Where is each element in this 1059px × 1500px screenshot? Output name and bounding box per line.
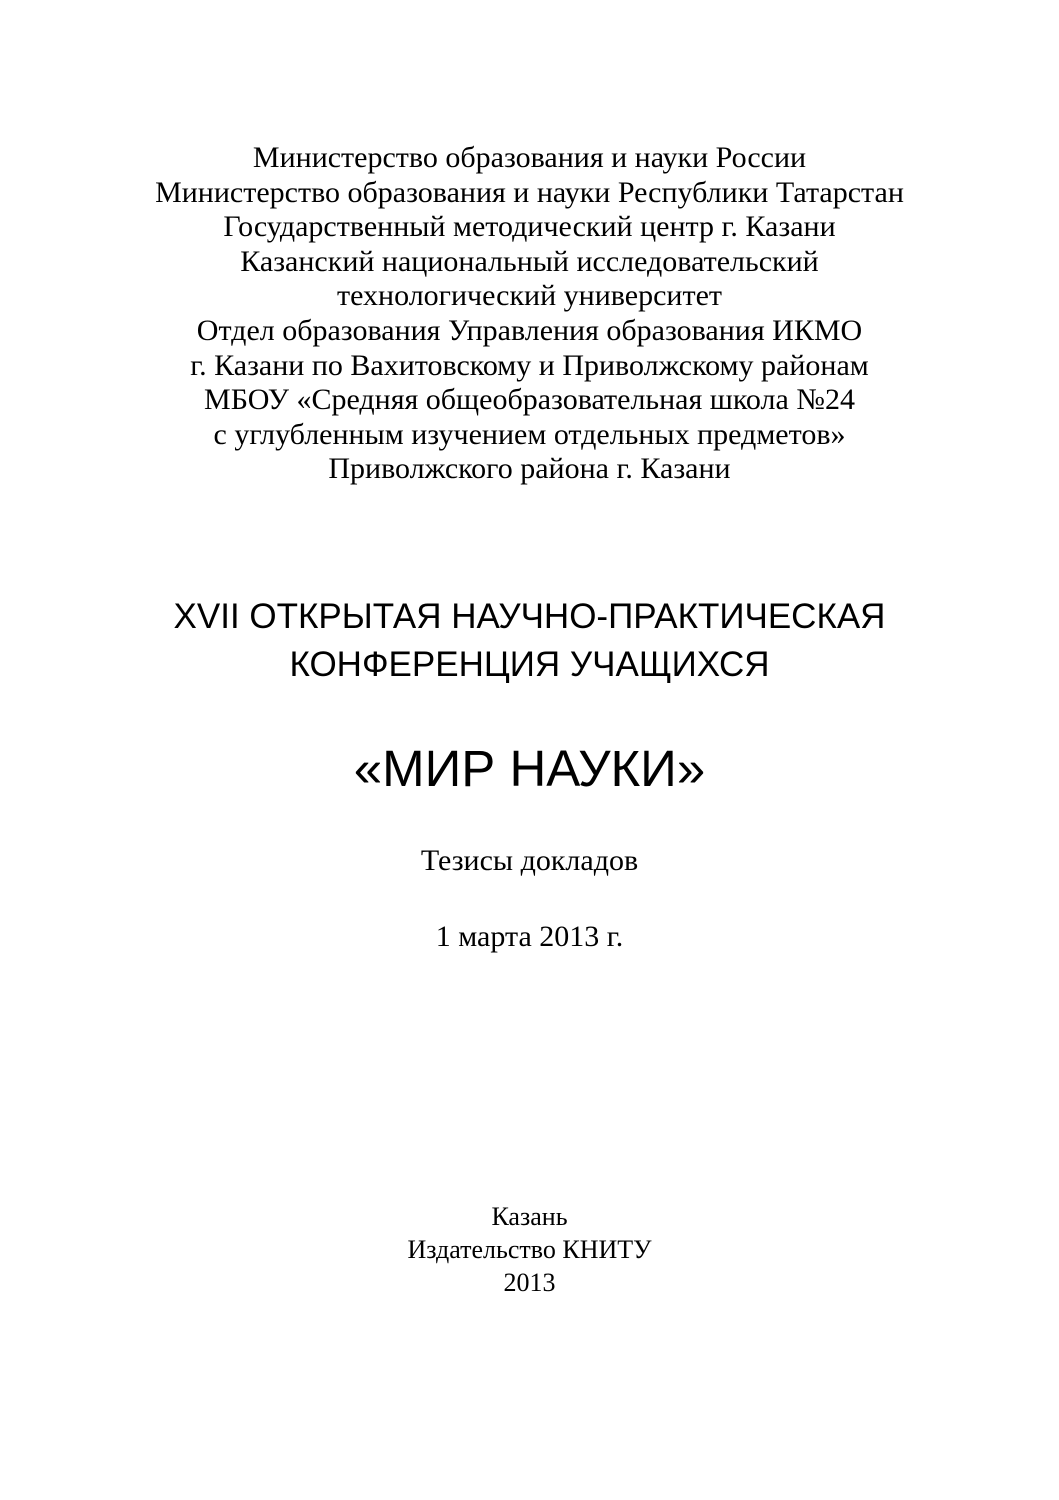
organization-line: Отдел образования Управления образования ИКМО [196,313,863,347]
page-title: «МИР НАУКИ» [353,740,706,797]
imprint-publisher: Издательство КНИТУ [407,1235,652,1264]
organization-line: МБОУ «Средняя общеобразовательная школа №24 [204,383,855,417]
conference-heading [0,593,1059,689]
organization-line: Казанский национальный исследовательский [240,244,819,278]
organization-line: г. Казани по Вахитовскому и Приволжскому районам [190,348,869,382]
organization-line: с углубленным изучением отдельных предметов» [213,417,846,451]
organization-line: Министерство образования и науки Республики Татарстан [155,175,904,209]
organizations-block [0,141,1059,487]
imprint-block [0,1200,1059,1299]
conference-heading-line-2: КОНФЕРЕНЦИЯ УЧАЩИХСЯ [289,645,770,684]
conference-heading-line-1: XVII ОТКРЫТАЯ НАУЧНО-ПРАКТИЧЕСКАЯ [173,597,886,636]
imprint-year: 2013 [503,1268,556,1297]
organization-line: Государственный методический центр г. Казани [223,210,836,244]
conference-date: 1 марта 2013 г. [435,920,624,953]
organization-line: Министерство образования и науки России [252,141,807,174]
organization-line: технологический университет [337,279,722,313]
organization-line: Приволжского района г. Казани [328,452,731,486]
imprint-city: Казань [491,1202,568,1231]
subtitle: Тезисы докладов [420,844,639,877]
